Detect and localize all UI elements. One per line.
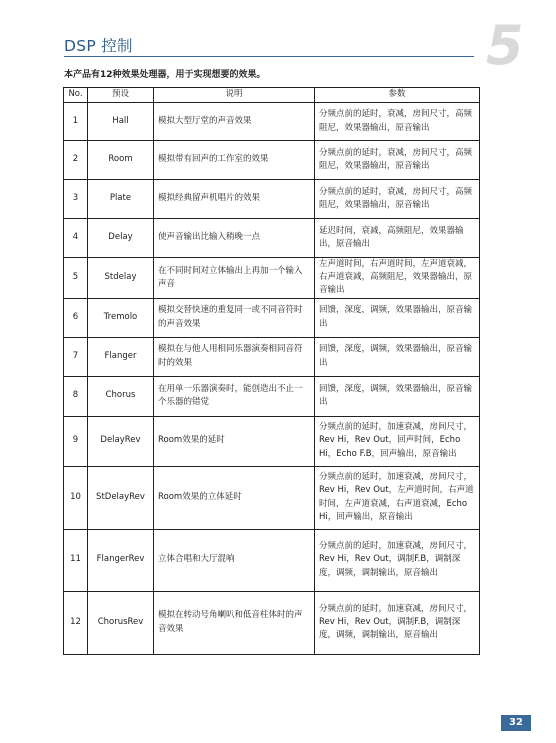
row-description: 模拟在与他人用相同乐器演奏相同音符时的效果 [154,337,315,376]
table-row [64,103,480,141]
row-description: 模拟大型厅堂的声音效果 [154,103,315,141]
row-description: 在不同时间对立体输出上再加一个输入声音 [154,258,315,299]
row-params: 分频点前的延时，加速衰减，房间尺寸，Rev Hi，Rev Out，左声道时间，右声道时间，左声道衰减，右声道衰减，Echo Hi，回声输出，原音输出 [315,466,480,529]
row-no: 12 [64,591,88,654]
row-preset: StDelayRev [88,466,154,529]
row-description: 模拟带有回声的工作室的效果 [154,141,315,180]
row-params: 分频点前的延时，加速衰减，房间尺寸，Rev Hi，Rev Out，回声时间，Echo Hi，Echo F.B，回声输出，原音输出 [315,416,480,466]
row-description: Room效果的延时 [154,416,315,466]
row-no: 10 [64,466,88,529]
table-row [64,298,480,337]
row-description: 模拟在转动号角喇叭和低音柱体时的声音效果 [154,591,315,654]
row-preset: FlangerRev [88,529,154,591]
row-preset: ChorusRev [88,591,154,654]
header-description: 说明 [154,88,315,103]
table-row [64,180,480,219]
row-no: 5 [64,258,88,299]
row-no: 11 [64,529,88,591]
row-params: 分频点前的延时，衰减，房间尺寸，高频阻尼，效果器输出，原音输出 [315,180,480,219]
row-no: 1 [64,103,88,141]
table-row [64,376,480,416]
table-row [64,141,480,180]
row-params: 左声道时间，右声道时间，左声道衰减，右声道衰减，高频阻尼，效果器输出，原音输出 [315,258,480,299]
row-params: 回馈，深度，调频，效果器输出，原音输出 [315,337,480,376]
row-preset: DelayRev [88,416,154,466]
row-description: 使声音输出比输入稍晚一点 [154,219,315,258]
dsp-effects-table [63,87,480,655]
table-header-row [64,88,480,103]
intro-text: 本产品有12种效果处理器，用于实现想要的效果。 [64,70,266,80]
page-number: 32 [501,715,531,731]
title-divider [64,56,474,57]
row-description: 模拟交替快速的重复同一或不同音符时的声音效果 [154,298,315,337]
table-row [64,591,480,654]
table-row [64,258,480,299]
table-row [64,416,480,466]
row-no: 2 [64,141,88,180]
row-params: 回馈，深度，调频，效果器输出，原音输出 [315,298,480,337]
row-no: 4 [64,219,88,258]
row-preset: Chorus [88,376,154,416]
row-no: 8 [64,376,88,416]
row-preset: Delay [88,219,154,258]
row-no: 7 [64,337,88,376]
table-row [64,337,480,376]
row-description: 模拟经典留声机唱片的效果 [154,180,315,219]
header-parameters: 参数 [315,88,480,103]
table-row [64,466,480,529]
row-preset: Stdelay [88,258,154,299]
chapter-number: 5 [486,14,524,77]
row-params: 分频点前的延时，加速衰减，房间尺寸，Rev Hi，Rev Out，调制F.B，调制深度，调频，调制输出，原音输出 [315,529,480,591]
row-preset: Room [88,141,154,180]
row-preset: Hall [88,103,154,141]
row-description: 在用单一乐器演奏时，能创造出不止一个乐器的错觉 [154,376,315,416]
row-no: 6 [64,298,88,337]
row-preset: Plate [88,180,154,219]
header-preset: 预设 [88,88,154,103]
row-description: 立体合唱和大厅混响 [154,529,315,591]
row-preset: Tremolo [88,298,154,337]
row-params: 延迟时间，衰减，高频阻尼，效果器输出，原音输出 [315,219,480,258]
table-row [64,219,480,258]
row-no: 9 [64,416,88,466]
page-title: DSP 控制 [64,37,133,55]
row-params: 回馈，深度，调频，效果器输出，原音输出 [315,376,480,416]
row-no: 3 [64,180,88,219]
row-params: 分频点前的延时，衰减，房间尺寸，高频阻尼，效果器输出，原音输出 [315,103,480,141]
row-params: 分频点前的延时，加速衰减，房间尺寸，Rev Hi，Rev Out，调制F.B，调制深度，调频，调制输出，原音输出 [315,591,480,654]
row-preset: Flanger [88,337,154,376]
row-params: 分频点前的延时，衰减，房间尺寸，高频阻尼，效果器输出，原音输出 [315,141,480,180]
header-no: No. [64,88,88,103]
row-description: Room效果的立体延时 [154,466,315,529]
table-row [64,529,480,591]
